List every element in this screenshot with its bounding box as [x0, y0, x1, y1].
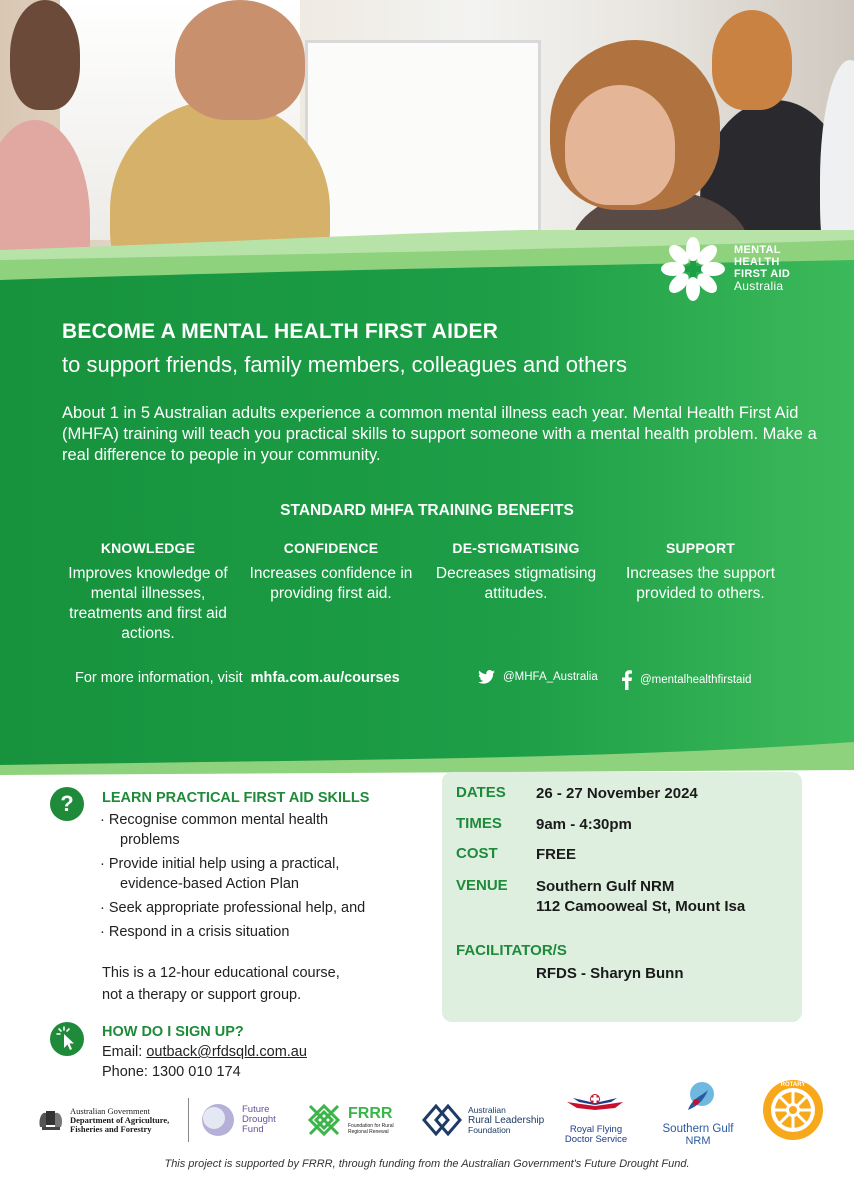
photo-person [175, 0, 305, 120]
more-info [75, 670, 400, 686]
future-drought-fund-logo [200, 1090, 276, 1150]
benefit-text: Increases confidence in providing first aid. [249, 565, 413, 602]
logo-line: FIRST AID [734, 268, 791, 280]
dates-label: DATES [456, 784, 506, 801]
logo-line: HEALTH [734, 256, 780, 268]
skill-text: Respond in a crisis situation [108, 924, 290, 940]
benefit-heading: KNOWLEDGE [100, 540, 196, 556]
note-line: not a therapy or support group. [102, 987, 302, 1003]
benefit-heading: CONFIDENCE [283, 540, 379, 556]
benefit-text: Decreases stigmatising attitudes. [435, 565, 597, 602]
fdf-line: Drought [242, 1114, 276, 1125]
page-title: BECOME A MENTAL HEALTH FIRST AIDER [62, 320, 499, 343]
frrr-sub: Regional Renewal [348, 1129, 389, 1135]
fdf-line: Future [242, 1104, 270, 1115]
dates-value: 26 - 27 November 2024 [536, 785, 698, 802]
gov-line: Australian Government [70, 1105, 151, 1116]
twitter-icon [478, 670, 495, 684]
cost-label: COST [456, 845, 498, 862]
rfds-line: Doctor Service [564, 1134, 628, 1145]
rfds-logo [556, 1090, 636, 1150]
sponsor-logos [0, 1082, 854, 1150]
footer-note: This project is supported by FRRR, through funding from the Australian Government's Future Drought Fund. [164, 1158, 690, 1170]
signup-title: HOW DO I SIGN UP? [102, 1024, 244, 1040]
course-note [102, 962, 432, 1006]
email-link[interactable]: outback@rfdsqld.com.au [146, 1044, 307, 1060]
arlf-line: Foundation [468, 1124, 511, 1135]
skill-text-cont: evidence-based Action Plan [120, 876, 299, 892]
arlf-line: Rural Leadership [468, 1114, 545, 1126]
email-line [102, 1044, 307, 1060]
coat-of-arms-icon [34, 1105, 66, 1135]
photo-person [712, 10, 792, 110]
skill-text: Provide initial help using a practical, [108, 856, 340, 872]
logo-country: Australia [734, 279, 784, 293]
list-item: · Seek appropriate professional help, and [100, 900, 366, 916]
australian-government-logo [34, 1090, 169, 1150]
arlf-text [468, 1106, 544, 1135]
skill-text: Seek appropriate professional help, and [108, 900, 366, 916]
photo-person [565, 85, 675, 205]
fdf-circle-icon [200, 1102, 236, 1138]
frrr-mark-icon [306, 1102, 342, 1138]
mhfa-logo-text [734, 244, 790, 292]
question-icon: ? [50, 787, 84, 821]
benefit-heading: SUPPORT [665, 540, 736, 556]
gov-line: Department of Agriculture, [70, 1114, 170, 1125]
benefit-knowledge [58, 540, 238, 644]
list-item: · Recognise common mental health problems [100, 810, 440, 850]
times-value: 9am - 4:30pm [536, 816, 632, 833]
rotary-logo [760, 1080, 826, 1140]
sg-line: NRM [685, 1135, 711, 1147]
times-row [456, 815, 632, 835]
cost-row [456, 845, 576, 865]
fdf-text [242, 1105, 276, 1135]
email-label: Email: [102, 1044, 143, 1060]
list-item: · Respond in a crisis situation [100, 924, 290, 940]
facebook-handle[interactable] [622, 670, 751, 690]
benefit-heading: DE-STIGMATISING [452, 540, 580, 556]
facebook-icon [622, 670, 632, 690]
venue-label: VENUE [456, 877, 508, 894]
rotary-text: ROTARY [780, 1082, 806, 1088]
note-line: This is a 12-hour educational course, [102, 965, 340, 981]
facilitator-value: RFDS - Sharyn Bunn [536, 965, 684, 982]
learn-title: LEARN PRACTICAL FIRST AID SKILLS [102, 790, 370, 806]
frrr-logo [306, 1090, 394, 1150]
cost-value: FREE [536, 846, 577, 863]
gov-line: Fisheries and Forestry [70, 1123, 152, 1134]
benefit-text: Improves knowledge of mental illnesses, treatments and first aid actions. [68, 565, 228, 642]
more-info-prefix: For more information, visit [75, 670, 243, 686]
facilitator-label: FACILITATOR/S [456, 942, 567, 959]
rfds-wings-icon [565, 1090, 627, 1120]
southern-gulf-bird-icon [678, 1080, 718, 1118]
southern-gulf-nrm-logo [648, 1080, 748, 1150]
venue-row [456, 877, 745, 917]
rotary-wheel-icon [760, 1077, 826, 1143]
arlf-mark-icon [420, 1102, 464, 1138]
skill-text: Recognise common mental health [108, 812, 329, 828]
skill-text-cont: problems [120, 832, 180, 848]
sg-line: Southern Gulf [662, 1123, 734, 1135]
photo-person [10, 0, 80, 110]
venue-line: 112 Camooweal St, Mount Isa [536, 898, 746, 915]
benefit-support [608, 540, 793, 604]
sponsor-divider [188, 1098, 189, 1142]
courses-link[interactable]: mhfa.com.au/courses [250, 670, 400, 686]
venue-value [536, 877, 745, 917]
intro-paragraph: About 1 in 5 Australian adults experience a common mental illness each year. Mental Health First Aid (MHFA) training will teach you practical skills to support someone with a mental health problem. Make a real difference to people in your community. [62, 404, 817, 464]
arlf-logo [420, 1090, 544, 1150]
frrr-text [348, 1105, 394, 1135]
cursor-click-svg [50, 1022, 84, 1056]
mhfa-flower-icon [660, 236, 726, 302]
mhfa-logo [660, 236, 830, 302]
gov-text [70, 1107, 169, 1134]
twitter-label: @MHFA_Australia [503, 671, 598, 683]
arlf-line: Australian [468, 1104, 506, 1115]
skills-list [100, 810, 440, 946]
benefits-title: STANDARD MHFA TRAINING BENEFITS [280, 502, 574, 519]
venue-line: Southern Gulf NRM [536, 878, 675, 895]
cursor-click-icon [50, 1022, 84, 1056]
photo-whiteboard [305, 40, 541, 246]
benefit-text: Increases the support provided to others. [625, 565, 776, 602]
frrr-sub: Foundation for Rural [348, 1123, 394, 1129]
fdf-line: Fund [242, 1124, 264, 1135]
dates-row [456, 784, 698, 804]
twitter-handle[interactable] [478, 670, 598, 684]
facebook-label: @mentalhealthfirstaid [640, 674, 752, 686]
frrr-name: FRRR [348, 1105, 393, 1122]
benefit-destigmatising [421, 540, 611, 604]
times-label: TIMES [456, 815, 502, 832]
logo-line: MENTAL [734, 244, 781, 256]
course-details-box [442, 772, 802, 1022]
phone-line: Phone: 1300 010 174 [102, 1064, 241, 1080]
benefit-confidence [241, 540, 421, 604]
page-subtitle: to support friends, family members, colleagues and others [62, 352, 627, 377]
rfds-line: Royal Flying [569, 1124, 623, 1135]
list-item: · Provide initial help using a practical, evidence-based Action Plan [100, 854, 440, 894]
